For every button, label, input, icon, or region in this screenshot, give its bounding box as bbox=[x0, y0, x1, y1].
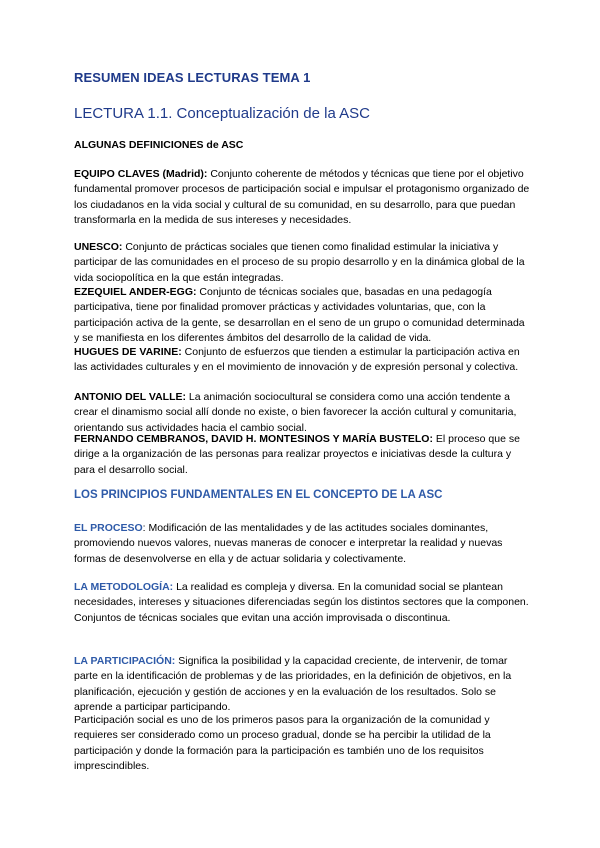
definition-term: FERNANDO CEMBRANOS, DAVID H. MONTESINOS Y MARÍA BUSTELO: bbox=[74, 433, 433, 445]
definition-text: Conjunto de esfuerzos que tienden a estimular la participación activa en las actividades culturales y en el movimiento de innovación y de expresión personal y colectiva. bbox=[74, 346, 520, 374]
definition-term: EQUIPO CLAVES (Madrid): bbox=[74, 168, 208, 180]
definition-term: HUGUES DE VARINE: bbox=[74, 346, 182, 358]
principles-heading: LOS PRINCIPIOS FUNDAMENTALES EN EL CONCEPTO DE LA ASC bbox=[74, 489, 443, 501]
definition-text: Conjunto de prácticas sociales que tienen como finalidad estimular la iniciativa y participar de las comunidades en el proceso de su propio desarrollo y en la dinámica global de la vida sociopolítica en la que están integradas. bbox=[74, 241, 525, 284]
definition-text: El proceso que se dirige a la organización de las personas para realizar proyectos e iniciativas desde la cultura y para el desarrollo social. bbox=[74, 433, 520, 476]
principle-paragraph bbox=[74, 580, 530, 626]
definition-term: ANTONIO DEL VALLE: bbox=[74, 391, 187, 403]
principle-paragraph bbox=[74, 521, 530, 567]
principle-term: LA METODOLOGÍA: bbox=[74, 581, 174, 593]
section-title: LECTURA 1.1. Conceptualización de la ASC bbox=[74, 105, 370, 122]
definition-paragraph bbox=[74, 167, 530, 228]
principle-text: Significa la posibilidad y la capacidad creciente, de intervenir, de tomar parte en la identificación de problemas y de las prioridades, en la definición de objetivos, en la planificación, ejecución y gestión de acciones y en la evaluación de los resultados. Solo se aprende a participar participando. bbox=[74, 655, 512, 713]
participation-extra-paragraph: Participación social es uno de los primeros pasos para la organización de la comunidad y requieres ser considerado como un proceso gradual, donde se ha percibir la utilidad de la participación y donde la formación para la participación es también uno de los requisitos imprescindibles. bbox=[74, 714, 491, 772]
definition-paragraph bbox=[74, 390, 530, 436]
definition-paragraph bbox=[74, 285, 530, 346]
definition-text: Conjunto coherente de métodos y técnicas que tiene por el objetivo fundamental promover procesos de participación social e impulsar el protagonismo organizado de los ciudadanos en la vida social y cultural de su comunidad, en su desarrollo, para que puedan transformarla en la medida de sus intereses y necesidades. bbox=[74, 168, 530, 226]
document-title: RESUMEN IDEAS LECTURAS TEMA 1 bbox=[74, 70, 311, 85]
definition-paragraph bbox=[74, 240, 530, 286]
definition-paragraph bbox=[74, 432, 530, 478]
definition-term: UNESCO: bbox=[74, 241, 123, 253]
definition-text: La animación sociocultural se considera como una acción tendente a crear el dinamismo social allí donde no existe, o bien favorecer la acción cultural y comunitaria, orientando sus actividades hacia el cambio social. bbox=[74, 391, 517, 434]
principle-paragraph bbox=[74, 654, 530, 715]
definitions-heading: ALGUNAS DEFINICIONES de ASC bbox=[74, 139, 244, 151]
principle-term: EL PROCESO bbox=[74, 522, 143, 534]
principle-text: La realidad es compleja y diversa. En la comunidad social se plantean necesidades, intereses y situaciones diferenciadas según los distintos sectores que la componen. Conjuntos de técnicas sociales que evitan una acción improvisada o discontinua. bbox=[74, 581, 529, 624]
definition-text: Conjunto de técnicas sociales que, basadas en una pedagogía participativa, tiene por finalidad promover prácticas y actividades voluntarias, que, con la participación activa de la gente, se desarrollan en el seno de un grupo o comunidad determinada y se manifiesta en los diferentes ámbitos del desarrollo de la calidad de vida. bbox=[74, 286, 525, 344]
definition-paragraph bbox=[74, 345, 530, 376]
principle-text: : Modificación de las mentalidades y de las actitudes sociales dominantes, promoviendo nuevos valores, nuevas maneras de conocer e interpretar la realidad y nuevas formas de desenvolverse en ella y de actuar solidaria y colectivamente. bbox=[74, 522, 503, 565]
definition-term: EZEQUIEL ANDER-EGG: bbox=[74, 286, 197, 298]
principle-term: LA PARTICIPACIÓN: bbox=[74, 655, 176, 667]
